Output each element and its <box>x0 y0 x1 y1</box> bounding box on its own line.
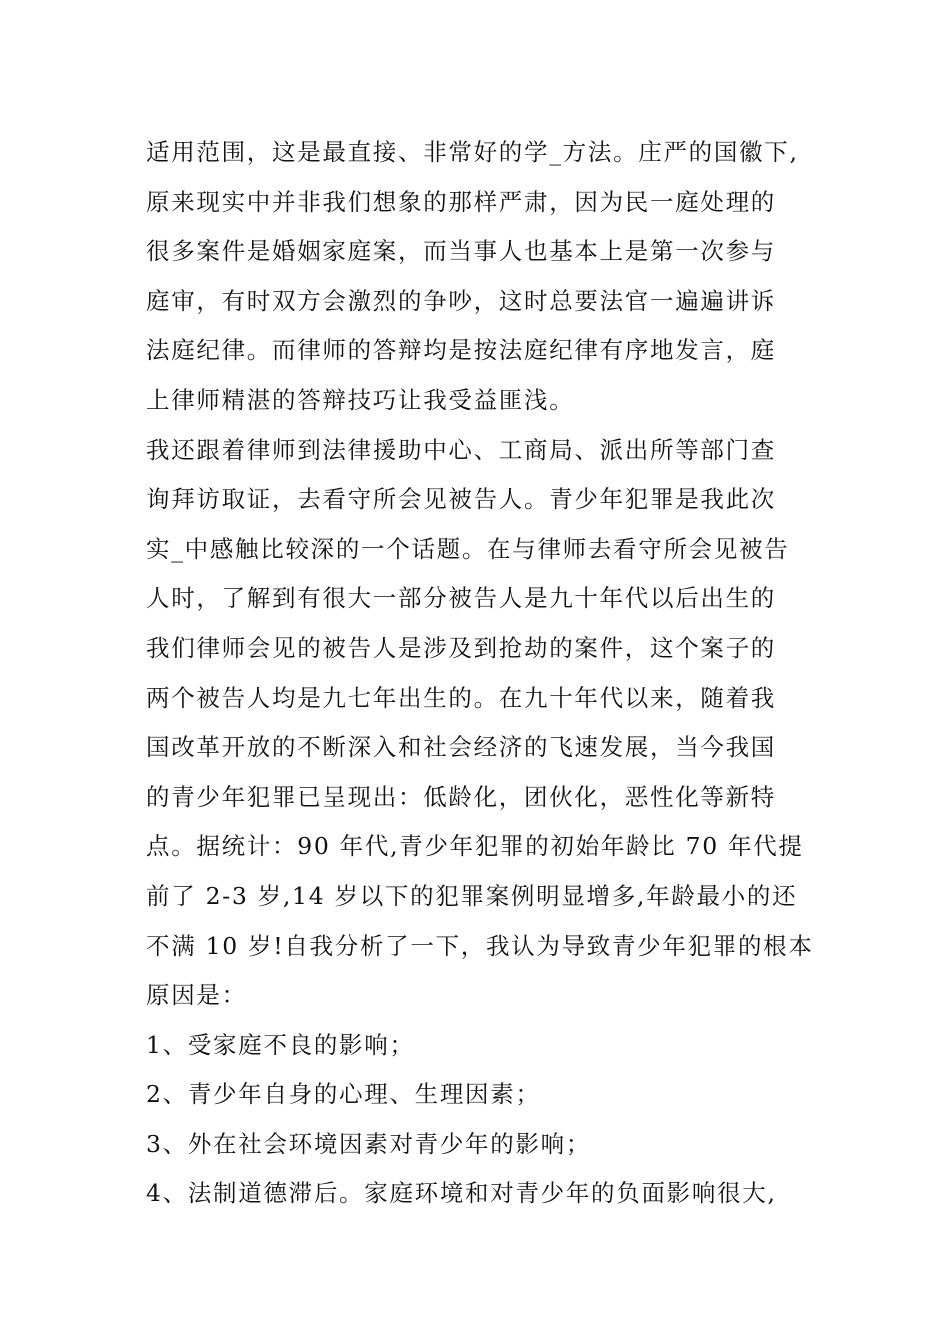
document-body <box>146 128 826 1219</box>
text-line: 的青少年犯罪已呈现出：低龄化，团伙化，恶性化等新特 <box>146 782 776 811</box>
text-line: 两个被告人均是九七年出生的。在九十年代以来，随着我 <box>146 683 776 712</box>
text-line: 原因是： <box>146 981 247 1010</box>
list-item: 1、受家庭不良的影响； <box>146 1030 415 1059</box>
text-line: 很多案件是婚姻家庭案，而当事人也基本上是第一次参与 <box>146 237 776 266</box>
list-item: 3、外在社会环境因素对青少年的影响； <box>146 1129 592 1158</box>
text-line: 人时，了解到有很大一部分被告人是九十年代以后出生的 <box>146 584 776 613</box>
text-line: 原来现实中并非我们想象的那样严肃，因为民一庭处理的 <box>146 187 776 216</box>
text-line: 适用范围，这是最直接、非常好的学_方法。庄严的国徽下, <box>146 138 799 166</box>
list-item: 4、法制道德滞后。家庭环境和对青少年的负面影响很大, <box>146 1179 777 1208</box>
text-line: 法庭纪律。而律师的答辩均是按法庭纪律有序地发言，庭 <box>146 336 776 365</box>
text-line: 询拜访取证，去看守所会见被告人。青少年犯罪是我此次 <box>146 485 776 514</box>
text-line: 不满 10 岁!自我分析了一下，我认为导致青少年犯罪的根本 <box>146 931 814 960</box>
text-line: 前了 2-3 岁,14 岁以下的犯罪案例明显增多,年龄最小的还 <box>146 881 798 910</box>
text-line: 国改革开放的不断深入和社会经济的飞速发展，当今我国 <box>146 733 776 762</box>
list-item: 2、青少年自身的心理、生理因素； <box>146 1080 541 1109</box>
text-line: 上律师精湛的答辩技巧让我受益匪浅。 <box>146 385 575 414</box>
text-line: 实_中感触比较深的一个话题。在与律师去看守所会见被告 <box>146 534 790 563</box>
text-line: 我还跟着律师到法律援助中心、工商局、派出所等部门查 <box>146 435 776 464</box>
text-line: 我们律师会见的被告人是涉及到抢劫的案件，这个案子的 <box>146 633 776 662</box>
text-line: 庭审，有时双方会激烈的争吵，这时总要法官一遍遍讲诉 <box>146 286 776 315</box>
text-line: 点。据统计：90 年代,青少年犯罪的初始年龄比 70 年代提 <box>146 832 804 861</box>
